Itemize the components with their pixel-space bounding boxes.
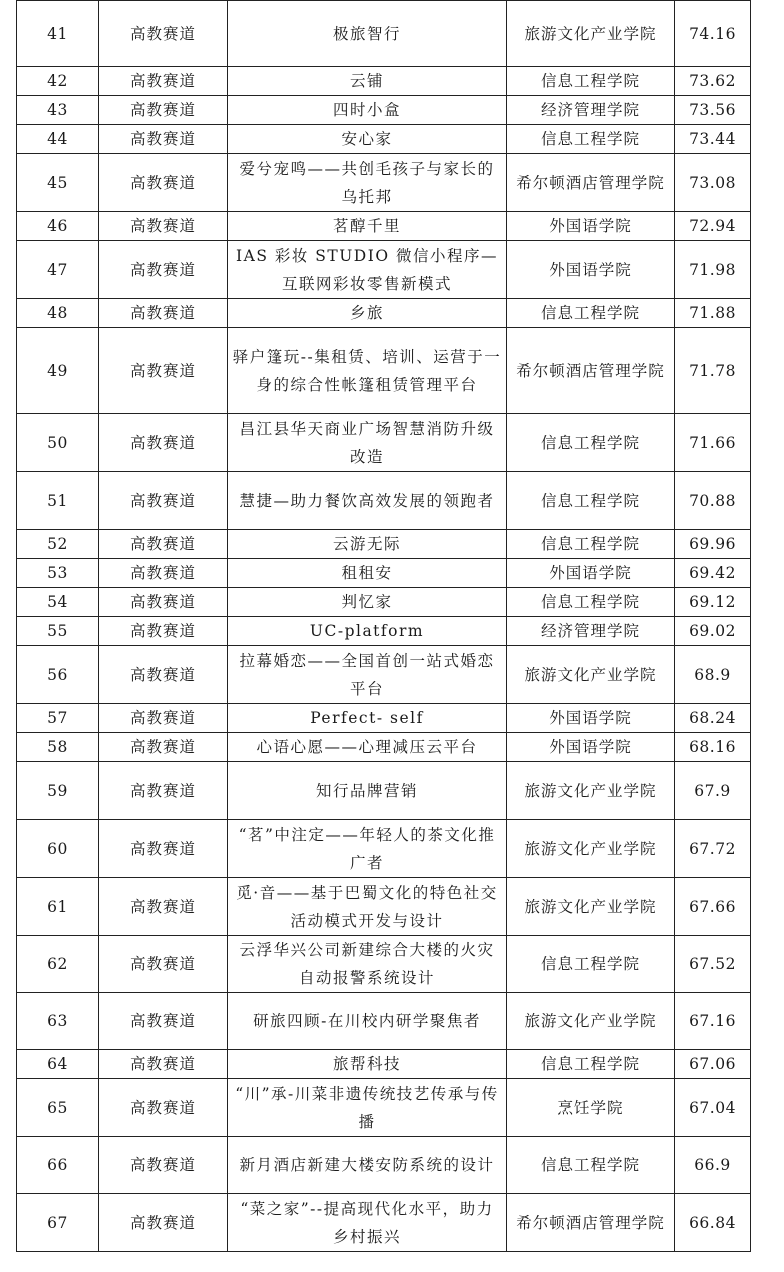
row-number: 66 [17, 1137, 99, 1194]
college-cell: 希尔顿酒店管理学院 [507, 1194, 675, 1252]
row-number: 51 [17, 472, 99, 530]
row-number: 41 [17, 1, 99, 67]
score-cell: 68.9 [675, 646, 751, 704]
table-row [17, 878, 751, 936]
score-cell: 71.78 [675, 328, 751, 414]
score-cell: 72.94 [675, 212, 751, 241]
project-name: 租租安 [228, 559, 507, 588]
project-name: 拉幕婚恋——全国首创一站式婚恋平台 [228, 646, 507, 704]
track-cell: 高教赛道 [99, 67, 228, 96]
track-cell: 高教赛道 [99, 154, 228, 212]
college-cell: 旅游文化产业学院 [507, 993, 675, 1050]
table-row [17, 1050, 751, 1079]
score-cell: 71.66 [675, 414, 751, 472]
project-name: Perfect- self [228, 704, 507, 733]
track-cell: 高教赛道 [99, 559, 228, 588]
college-cell: 信息工程学院 [507, 1050, 675, 1079]
track-cell: 高教赛道 [99, 125, 228, 154]
college-cell: 外国语学院 [507, 559, 675, 588]
table-row [17, 1079, 751, 1137]
track-cell: 高教赛道 [99, 936, 228, 993]
college-cell: 旅游文化产业学院 [507, 646, 675, 704]
project-name: 爱兮宠鸣——共创毛孩子与家长的乌托邦 [228, 154, 507, 212]
table-row [17, 1137, 751, 1194]
college-cell: 外国语学院 [507, 212, 675, 241]
track-cell: 高教赛道 [99, 472, 228, 530]
college-cell: 信息工程学院 [507, 125, 675, 154]
row-number: 54 [17, 588, 99, 617]
project-name: 研旅四顾-在川校内研学聚焦者 [228, 993, 507, 1050]
table-row [17, 328, 751, 414]
project-name: 昌江县华天商业广场智慧消防升级改造 [228, 414, 507, 472]
track-cell: 高教赛道 [99, 1137, 228, 1194]
college-cell: 旅游文化产业学院 [507, 820, 675, 878]
row-number: 67 [17, 1194, 99, 1252]
project-name: 觅·音——基于巴蜀文化的特色社交活动模式开发与设计 [228, 878, 507, 936]
college-cell: 信息工程学院 [507, 1137, 675, 1194]
score-cell: 73.56 [675, 96, 751, 125]
score-cell: 68.24 [675, 704, 751, 733]
track-cell: 高教赛道 [99, 878, 228, 936]
track-cell: 高教赛道 [99, 762, 228, 820]
row-number: 44 [17, 125, 99, 154]
row-number: 53 [17, 559, 99, 588]
table-row [17, 646, 751, 704]
project-name: 云游无际 [228, 530, 507, 559]
score-cell: 74.16 [675, 1, 751, 67]
row-number: 45 [17, 154, 99, 212]
project-name: 知行品牌营销 [228, 762, 507, 820]
project-name: “菜之家”--提高现代化水平，助力乡村振兴 [228, 1194, 507, 1252]
college-cell: 经济管理学院 [507, 96, 675, 125]
college-cell: 旅游文化产业学院 [507, 1, 675, 67]
project-name: 茗醇千里 [228, 212, 507, 241]
row-number: 62 [17, 936, 99, 993]
row-number: 60 [17, 820, 99, 878]
table-row [17, 241, 751, 299]
college-cell: 信息工程学院 [507, 472, 675, 530]
table-row [17, 472, 751, 530]
project-name: UC-platform [228, 617, 507, 646]
track-cell: 高教赛道 [99, 588, 228, 617]
college-cell: 烹饪学院 [507, 1079, 675, 1137]
row-number: 46 [17, 212, 99, 241]
score-cell: 71.88 [675, 299, 751, 328]
college-cell: 信息工程学院 [507, 299, 675, 328]
results-table-container [16, 0, 750, 1252]
track-cell: 高教赛道 [99, 212, 228, 241]
score-cell: 66.9 [675, 1137, 751, 1194]
score-cell: 67.66 [675, 878, 751, 936]
project-name: 心语心愿——心理减压云平台 [228, 733, 507, 762]
project-name: 云浮华兴公司新建综合大楼的火灾自动报警系统设计 [228, 936, 507, 993]
college-cell: 信息工程学院 [507, 414, 675, 472]
row-number: 55 [17, 617, 99, 646]
score-cell: 67.16 [675, 993, 751, 1050]
table-row [17, 762, 751, 820]
score-cell: 69.12 [675, 588, 751, 617]
row-number: 63 [17, 993, 99, 1050]
score-cell: 70.88 [675, 472, 751, 530]
score-cell: 73.44 [675, 125, 751, 154]
row-number: 43 [17, 96, 99, 125]
college-cell: 旅游文化产业学院 [507, 878, 675, 936]
track-cell: 高教赛道 [99, 299, 228, 328]
score-cell: 67.06 [675, 1050, 751, 1079]
table-row [17, 588, 751, 617]
track-cell: 高教赛道 [99, 328, 228, 414]
project-name: 判忆家 [228, 588, 507, 617]
project-name: 乡旅 [228, 299, 507, 328]
track-cell: 高教赛道 [99, 704, 228, 733]
track-cell: 高教赛道 [99, 646, 228, 704]
track-cell: 高教赛道 [99, 530, 228, 559]
row-number: 59 [17, 762, 99, 820]
track-cell: 高教赛道 [99, 1079, 228, 1137]
row-number: 64 [17, 1050, 99, 1079]
college-cell: 信息工程学院 [507, 67, 675, 96]
table-row [17, 414, 751, 472]
table-row [17, 993, 751, 1050]
track-cell: 高教赛道 [99, 993, 228, 1050]
table-row [17, 125, 751, 154]
college-cell: 信息工程学院 [507, 588, 675, 617]
project-name: 驿户篷玩--集租赁、培训、运营于一身的综合性帐篷租赁管理平台 [228, 328, 507, 414]
college-cell: 外国语学院 [507, 241, 675, 299]
score-cell: 67.04 [675, 1079, 751, 1137]
track-cell: 高教赛道 [99, 617, 228, 646]
score-cell: 66.84 [675, 1194, 751, 1252]
track-cell: 高教赛道 [99, 96, 228, 125]
table-row [17, 299, 751, 328]
row-number: 57 [17, 704, 99, 733]
table-row [17, 936, 751, 993]
row-number: 48 [17, 299, 99, 328]
score-cell: 69.42 [675, 559, 751, 588]
table-row [17, 530, 751, 559]
score-cell: 67.9 [675, 762, 751, 820]
row-number: 42 [17, 67, 99, 96]
track-cell: 高教赛道 [99, 414, 228, 472]
score-cell: 68.16 [675, 733, 751, 762]
track-cell: 高教赛道 [99, 820, 228, 878]
table-row [17, 704, 751, 733]
track-cell: 高教赛道 [99, 1, 228, 67]
results-table [16, 0, 751, 1252]
score-cell: 73.62 [675, 67, 751, 96]
table-row [17, 1194, 751, 1252]
project-name: 新月酒店新建大楼安防系统的设计 [228, 1137, 507, 1194]
score-cell: 73.08 [675, 154, 751, 212]
project-name: “茗”中注定——年轻人的茶文化推广者 [228, 820, 507, 878]
project-name: 旅帮科技 [228, 1050, 507, 1079]
track-cell: 高教赛道 [99, 241, 228, 299]
project-name: 安心家 [228, 125, 507, 154]
project-name: 云铺 [228, 67, 507, 96]
row-number: 50 [17, 414, 99, 472]
table-row [17, 617, 751, 646]
row-number: 52 [17, 530, 99, 559]
table-row [17, 559, 751, 588]
row-number: 47 [17, 241, 99, 299]
score-cell: 67.52 [675, 936, 751, 993]
track-cell: 高教赛道 [99, 1050, 228, 1079]
project-name: IAS 彩妆 STUDIO 微信小程序—互联网彩妆零售新模式 [228, 241, 507, 299]
project-name: 慧捷—助力餐饮高效发展的领跑者 [228, 472, 507, 530]
row-number: 65 [17, 1079, 99, 1137]
row-number: 49 [17, 328, 99, 414]
table-row [17, 96, 751, 125]
college-cell: 信息工程学院 [507, 530, 675, 559]
score-cell: 69.96 [675, 530, 751, 559]
row-number: 56 [17, 646, 99, 704]
row-number: 58 [17, 733, 99, 762]
table-row [17, 1, 751, 67]
table-row [17, 212, 751, 241]
college-cell: 希尔顿酒店管理学院 [507, 328, 675, 414]
college-cell: 经济管理学院 [507, 617, 675, 646]
score-cell: 67.72 [675, 820, 751, 878]
college-cell: 外国语学院 [507, 704, 675, 733]
college-cell: 旅游文化产业学院 [507, 762, 675, 820]
college-cell: 外国语学院 [507, 733, 675, 762]
college-cell: 希尔顿酒店管理学院 [507, 154, 675, 212]
table-row [17, 67, 751, 96]
table-row [17, 154, 751, 212]
project-name: 四时小盒 [228, 96, 507, 125]
table-row [17, 820, 751, 878]
table-row [17, 733, 751, 762]
project-name: “川”承-川菜非遗传统技艺传承与传播 [228, 1079, 507, 1137]
college-cell: 信息工程学院 [507, 936, 675, 993]
row-number: 61 [17, 878, 99, 936]
results-table-body [17, 1, 751, 1252]
score-cell: 69.02 [675, 617, 751, 646]
track-cell: 高教赛道 [99, 1194, 228, 1252]
track-cell: 高教赛道 [99, 733, 228, 762]
score-cell: 71.98 [675, 241, 751, 299]
project-name: 极旅智行 [228, 1, 507, 67]
